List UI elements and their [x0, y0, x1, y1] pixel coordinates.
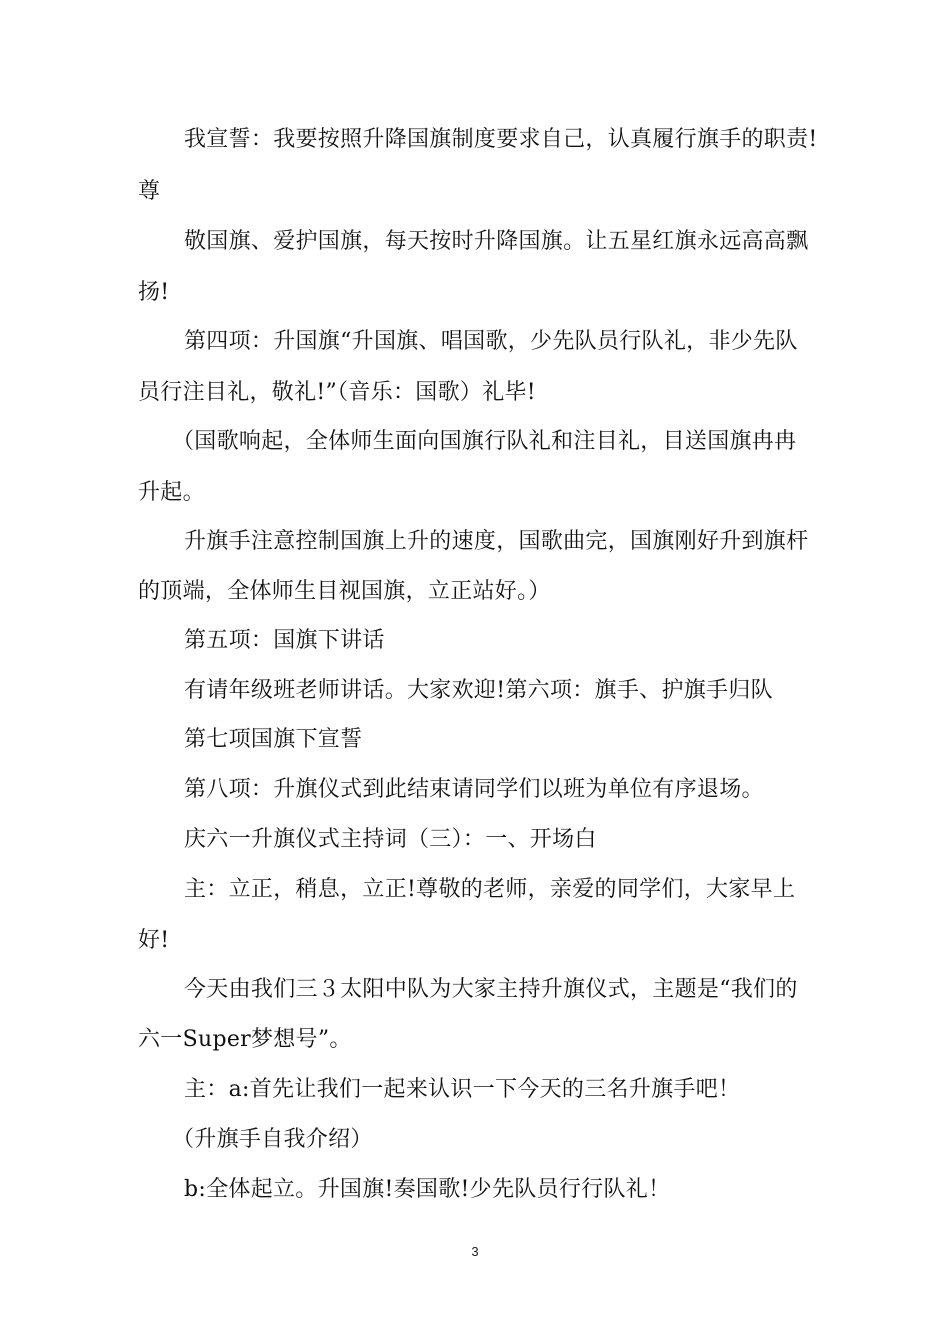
- text-line: 主：a:首先让我们一起来认识一下今天的三名升旗手吧！: [184, 1077, 741, 1102]
- text-line: b:全体起立。升国旗!奏国歌!少先队员行行队礼！: [184, 1177, 671, 1202]
- text-line: 第七项国旗下宣誓: [184, 727, 363, 752]
- text-line: 六一Super梦想号”。: [138, 1027, 352, 1052]
- text-line: 员行注目礼，敬礼!”（音乐：国歌）礼毕!: [138, 380, 536, 405]
- text-line: 庆六一升旗仪式主持词（三）：一、开场白: [184, 827, 597, 852]
- text-line: 今天由我们三３太阳中队为大家主持升旗仪式，主题是“我们的: [184, 977, 798, 1002]
- text-line: 扬!: [138, 280, 170, 305]
- text-line: 敬国旗、爱护国旗，每天按时升降国旗。让五星红旗永远高高飘: [184, 229, 809, 254]
- text-line: 第四项：升国旗“升国旗、唱国歌，少先队员行队礼，非少先队: [184, 329, 798, 354]
- text-line: 第五项：国旗下讲话: [184, 628, 385, 653]
- text-line: （升旗手自我介绍）: [172, 1127, 373, 1152]
- text-line: 有请年级班老师讲话。大家欢迎!第六项：旗手、护旗手归队: [184, 678, 773, 703]
- text-line: 我宣誓：我要按照升降国旗制度要求自己，认真履行旗手的职责!: [184, 127, 818, 152]
- text-line: （国歌响起，全体师生面向国旗行队礼和注目礼，目送国旗冉冉: [172, 429, 797, 454]
- text-line: 第八项：升旗仪式到此结束请同学们以班为单位有序退场。: [184, 777, 764, 802]
- text-line: 升起。: [138, 480, 205, 505]
- text-line: 升旗手注意控制国旗上升的速度，国歌曲完，国旗刚好升到旗杆: [184, 529, 809, 554]
- text-line: 好!: [138, 928, 170, 953]
- text-line: 尊: [138, 179, 161, 204]
- page-number: 3: [471, 1244, 479, 1259]
- text-line: 主：立正，稍息，立正!尊敬的老师，亲爱的同学们，大家早上: [184, 877, 796, 902]
- text-line: 的顶端，全体师生目视国旗，立正站好。）: [138, 579, 551, 604]
